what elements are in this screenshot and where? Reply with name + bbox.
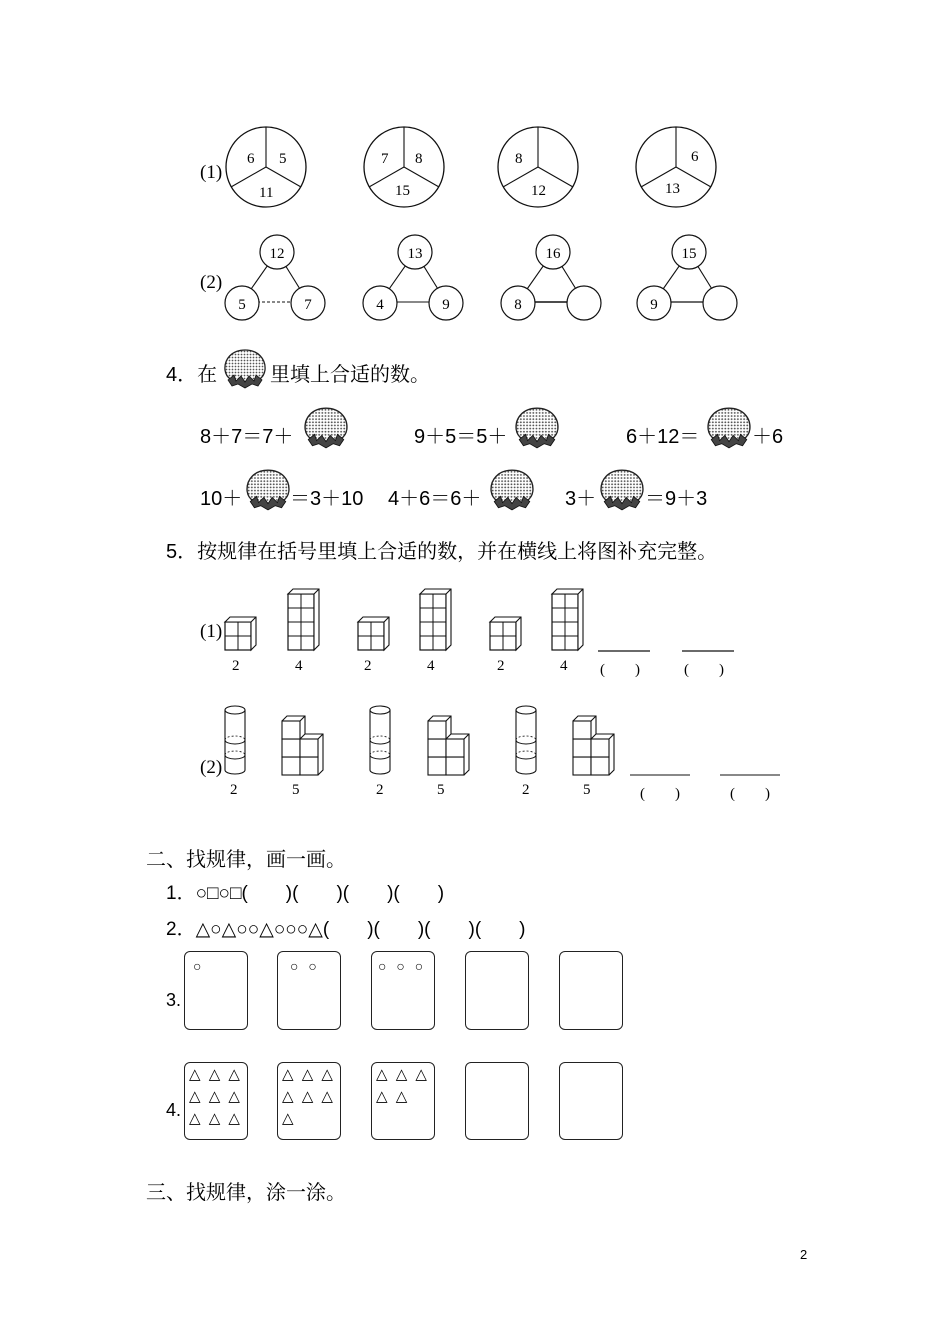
triangle-4-top: 15 [681,246,697,262]
page-number: 2 [800,1247,808,1262]
cube-stack-4 [420,589,451,650]
triangle-2-right: 9 [442,297,450,313]
triangle-2-top: 13 [407,246,423,262]
q5-row2-num-1: 2 [230,782,238,798]
triangle-4-left: 9 [650,297,658,313]
q3-row1-label: (1) [200,162,223,183]
triangle-box-1-row-2: △ △ △ [189,1088,242,1105]
circle-4-right: 6 [691,149,699,165]
q4-eq5: 4＋6＝6＋ [388,488,482,510]
strawberry-icon [222,347,268,389]
q4-prefix: 4．在 [166,364,218,386]
triangle-1-top: 12 [269,246,285,262]
q5-row1-num-5: 2 [497,658,505,674]
circle-box-2-content: ○ ○ [290,958,320,974]
triangle-box-2 [277,1062,341,1140]
section3-title: 三、找规律，涂一涂。 [146,1182,346,1204]
q4-eq3-right: ＋6 [752,426,784,448]
strawberry-blank-4[interactable] [244,467,292,511]
split-circle-3 [498,127,578,207]
triangle-box-1 [184,1062,248,1140]
q5-cube-stacks [220,566,780,656]
triangle-box-2-row-3: △ [282,1110,296,1127]
circle-1-left: 6 [247,151,255,167]
triangle-box-2-row-2: △ △ △ [282,1088,335,1105]
section2-item4-label: 4. [166,1100,182,1120]
number-triangle-2 [363,235,463,320]
q5-row2-num-2: 5 [292,782,300,798]
circle-box-1 [184,951,248,1030]
circle-3-left: 8 [515,151,523,167]
circle-2-right: 8 [415,151,423,167]
circle-2-bottom: 15 [395,183,410,199]
triangle-box-2-row-1: △ △ △ [282,1066,335,1083]
q5-title: 5．按规律在括号里填上合适的数，并在横线上将图补充完整。 [166,541,718,563]
q5-row1-paren-2[interactable]: ( ) [684,662,724,678]
q5-row1-num-3: 2 [364,658,372,674]
strawberry-blank-6[interactable] [598,467,646,511]
q5-row1-num-4: 4 [427,658,435,674]
l-cube-group-3 [573,716,614,775]
q4-eq4-right: ＝3＋10 [290,488,364,510]
circle-box-3-content: ○ ○ ○ [378,958,427,974]
q5-row2-num-6: 5 [583,782,591,798]
number-triangle-3 [501,235,601,320]
q5-cylinder-cube-row [220,700,790,780]
circle-1-bottom: 11 [259,185,274,201]
circle-2-left: 7 [381,151,389,167]
circle-1-right: 5 [279,151,287,167]
cube-stack-5 [490,617,521,650]
q4-eq3-left: 6＋12＝ [626,426,700,448]
circle-box-blank-2[interactable] [559,951,623,1030]
triangle-1-right: 7 [304,297,312,313]
section2-item3-label: 3. [166,990,182,1010]
split-circle-1 [226,127,306,207]
q3-triangle-row [222,232,752,324]
number-triangle-4 [637,235,737,320]
l-cube-group-2 [428,716,469,775]
triangle-box-blank-1[interactable] [465,1062,529,1140]
circle-4-bottom: 13 [665,181,680,197]
q5-row2-num-5: 2 [522,782,530,798]
q5-row1-paren-1[interactable]: ( ) [600,662,640,678]
q5-row2-label: (2) [200,757,223,778]
circle-box-3 [371,951,435,1030]
circle-3-bottom: 12 [531,183,546,199]
section2-item2: 2．△○△○○△○○○△( )( )( )( ) [166,919,526,940]
strawberry-blank-1[interactable] [302,405,350,449]
circle-box-2 [277,951,341,1030]
q5-row1-num-2: 4 [295,658,303,674]
q3-circle-row [225,125,785,213]
cube-stack-2 [288,589,319,650]
q5-row1-num-1: 2 [232,658,240,674]
q4-eq4-left: 10＋ [200,488,243,510]
split-circle-4 [636,127,716,207]
q4-eq6-left: 3＋ [565,488,597,510]
triangle-2-left: 4 [376,297,384,313]
l-cube-group-1 [282,716,323,775]
strawberry-blank-3[interactable] [705,405,753,449]
section2-title: 二、找规律，画一画。 [146,849,346,871]
circle-box-blank-1[interactable] [465,951,529,1030]
triangle-box-blank-2[interactable] [559,1062,623,1140]
q4-suffix: 里填上合适的数。 [270,364,430,386]
section2-item1: 1．○□○□( )( )( )( ) [166,883,445,904]
triangle-3-top: 16 [545,246,561,262]
q4-eq1: 8＋7＝7＋ [200,426,294,448]
triangle-box-3 [371,1062,435,1140]
cube-stack-1 [225,617,256,650]
triangle-box-1-row-1: △ △ △ [189,1066,242,1083]
q5-row2-num-3: 2 [376,782,384,798]
q3-row2-label: (2) [200,272,223,293]
circle-box-1-content: ○ [193,958,205,974]
split-circle-2 [364,127,444,207]
q5-row1-label: (1) [200,621,223,642]
q5-row2-paren-1[interactable]: ( ) [640,786,680,802]
cylinder-stack-3 [516,706,536,774]
triangle-3-left: 8 [514,297,522,313]
triangle-1-left: 5 [238,297,246,313]
q5-row2-paren-2[interactable]: ( ) [730,786,770,802]
triangle-box-3-row-1: △ △ △ [376,1066,429,1083]
cylinder-stack-2 [370,706,390,774]
q4-eq2: 9＋5＝5＋ [414,426,508,448]
cube-stack-3 [358,617,389,650]
q5-row1-num-6: 4 [560,658,568,674]
strawberry-blank-5[interactable] [488,467,536,511]
strawberry-blank-2[interactable] [513,405,561,449]
cylinder-stack-1 [225,706,245,774]
triangle-box-1-row-3: △ △ △ [189,1110,242,1127]
cube-stack-6 [552,589,583,650]
q5-row2-num-4: 5 [437,782,445,798]
number-triangle-1 [225,235,325,320]
q4-eq6-right: ＝9＋3 [645,488,708,510]
triangle-box-3-row-2: △ △ [376,1088,410,1105]
